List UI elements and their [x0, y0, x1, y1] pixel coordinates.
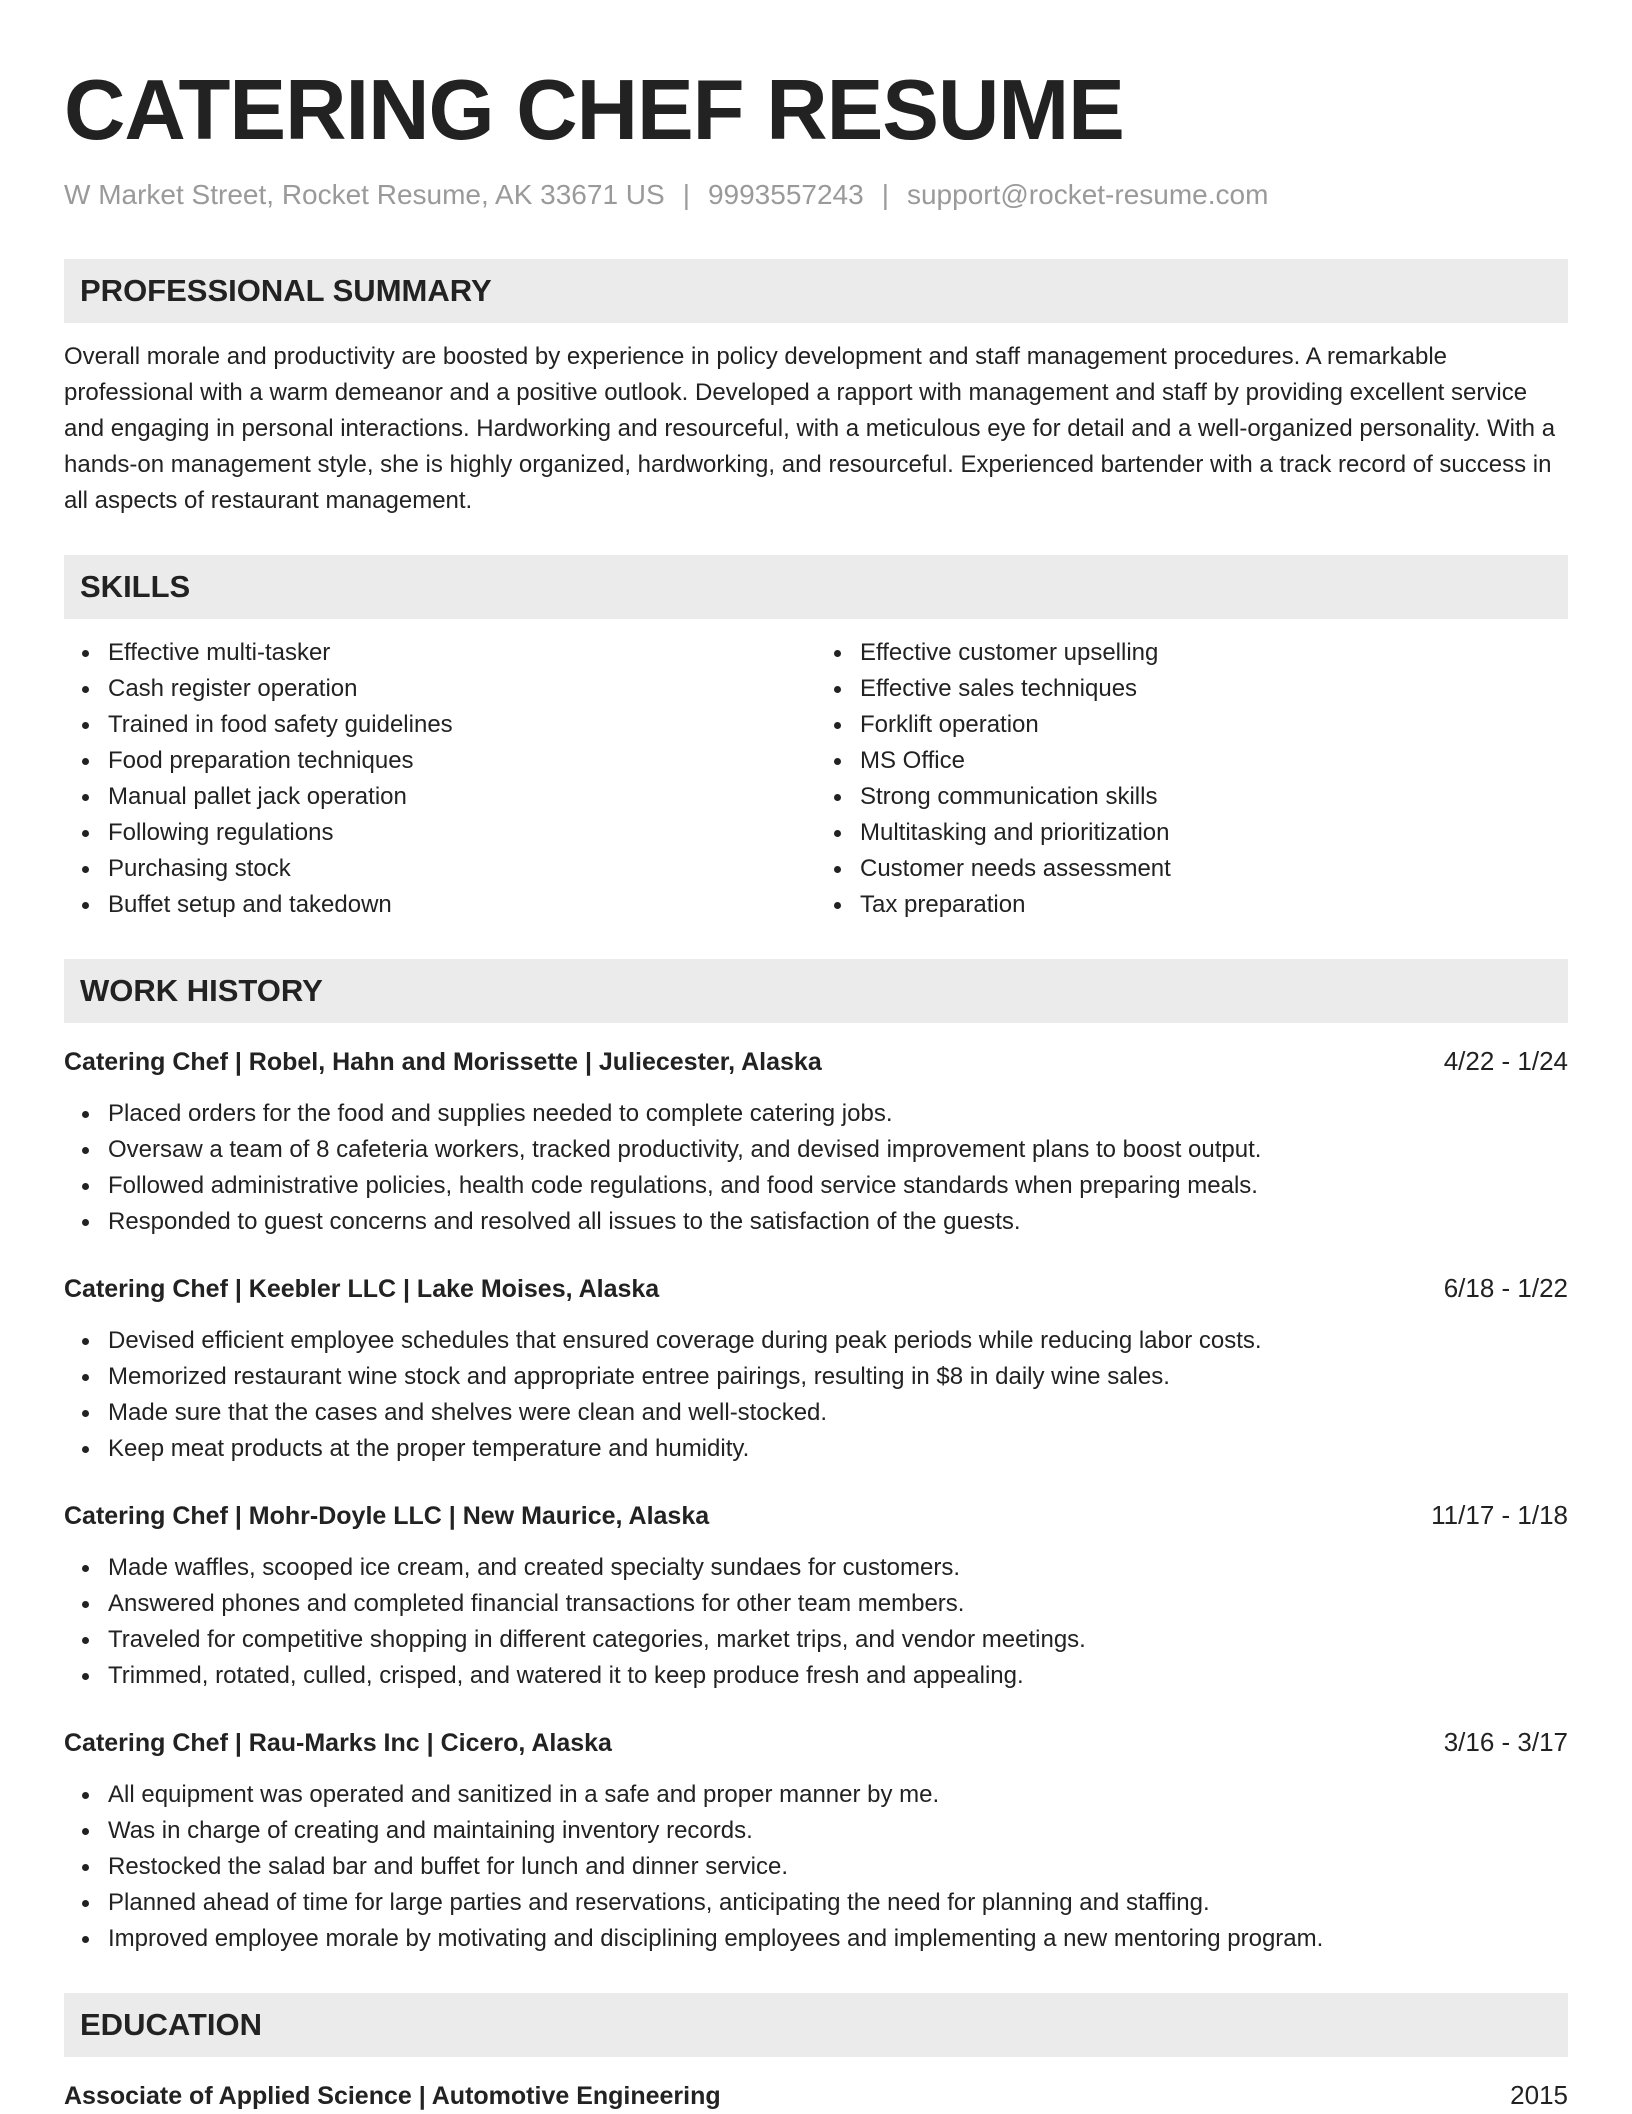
section-heading-summary: PROFESSIONAL SUMMARY — [64, 259, 1568, 323]
list-item: Multitasking and prioritization — [860, 815, 1568, 851]
list-item: Customer needs assessment — [860, 851, 1568, 887]
work-history-list — [64, 1043, 1568, 1957]
resume-title: CATERING CHEF RESUME — [64, 63, 1124, 158]
section-heading-education: EDUCATION — [64, 1993, 1568, 2057]
job-title: Catering Chef | Mohr-Doyle LLC | New Maurice, Alaska — [64, 1502, 710, 1530]
list-item: Oversaw a team of 8 cafeteria workers, tracked productivity, and devised improvement plans to boost output. — [108, 1132, 1568, 1168]
job-header — [64, 1724, 1568, 1761]
skills-list-right — [816, 635, 1568, 923]
list-item: Food preparation techniques — [108, 743, 816, 779]
list-item: Effective sales techniques — [860, 671, 1568, 707]
list-item: Planned ahead of time for large parties and reservations, anticipating the need for planning and staffing. — [108, 1885, 1568, 1921]
list-item: Made waffles, scooped ice cream, and created specialty sundaes for customers. — [108, 1550, 1568, 1586]
section-heading-work: WORK HISTORY — [64, 959, 1568, 1023]
list-item: Was in charge of creating and maintaining inventory records. — [108, 1813, 1568, 1849]
job-bullets — [64, 1777, 1568, 1957]
list-item: Keep meat products at the proper temperature and humidity. — [108, 1431, 1568, 1467]
list-item: Purchasing stock — [108, 851, 816, 887]
list-item: Trimmed, rotated, culled, crisped, and watered it to keep produce fresh and appealing. — [108, 1658, 1568, 1694]
list-item: Strong communication skills — [860, 779, 1568, 815]
contact-line — [64, 179, 1568, 211]
list-item: Placed orders for the food and supplies needed to complete catering jobs. — [108, 1096, 1568, 1132]
list-item: Forklift operation — [860, 707, 1568, 743]
list-item: Traveled for competitive shopping in different categories, market trips, and vendor meetings. — [108, 1622, 1568, 1658]
list-item: Restocked the salad bar and buffet for lunch and dinner service. — [108, 1849, 1568, 1885]
contact-phone: 9993557243 — [707, 179, 864, 210]
summary-text: Overall morale and productivity are boosted by experience in policy development and staff management procedures. A remarkable professional with a warm demeanor and a positive outlook. Developed a rapport with management and staff by providing excellent service and engaging in personal interactions. Hardworking and resourceful, with a meticulous eye for detail and a well-organized personality. With a hands-on management style, she is highly organized, hardworking, and resourceful. Experienced bartender with a track record of success in all aspects of restaurant management. — [64, 343, 1556, 514]
job-title: Catering Chef | Robel, Hahn and Morissette | Juliecester, Alaska — [64, 1048, 822, 1076]
list-item: Responded to guest concerns and resolved all issues to the satisfaction of the guests. — [108, 1204, 1568, 1240]
job-entry — [64, 1043, 1568, 1240]
job-dates: 3/16 - 3/17 — [1443, 1727, 1568, 1757]
job-bullets — [64, 1096, 1568, 1240]
list-item: MS Office — [860, 743, 1568, 779]
section-heading-skills: SKILLS — [64, 555, 1568, 619]
job-bullets — [64, 1323, 1568, 1467]
contact-email: support@rocket-resume.com — [906, 179, 1269, 210]
list-item: Effective customer upselling — [860, 635, 1568, 671]
job-entry — [64, 1724, 1568, 1957]
list-item: Devised efficient employee schedules that ensured coverage during peak periods while reducing labor costs. — [108, 1323, 1568, 1359]
contact-address: W Market Street, Rocket Resume, AK 33671 US — [64, 179, 665, 210]
list-item: Buffet setup and takedown — [108, 887, 816, 923]
job-entry — [64, 1270, 1568, 1467]
education-entry — [64, 2077, 1568, 2114]
job-title: Catering Chef | Keebler LLC | Lake Moises, Alaska — [64, 1275, 660, 1303]
job-dates: 11/17 - 1/18 — [1431, 1500, 1568, 1530]
contact-separator: | — [881, 179, 889, 210]
education-year: 2015 — [1510, 2080, 1568, 2110]
job-entry — [64, 1497, 1568, 1694]
job-header — [64, 1043, 1568, 1080]
education-degree: Associate of Applied Science | Automotive Engineering — [64, 2082, 721, 2110]
list-item: Trained in food safety guidelines — [108, 707, 816, 743]
job-title: Catering Chef | Rau-Marks Inc | Cicero, Alaska — [64, 1729, 612, 1757]
list-item: Answered phones and completed financial transactions for other team members. — [108, 1586, 1568, 1622]
skills-columns — [64, 635, 1568, 923]
job-header — [64, 1497, 1568, 1534]
list-item: Memorized restaurant wine stock and appropriate entree pairings, resulting in $8 in daily wine sales. — [108, 1359, 1568, 1395]
job-dates: 6/18 - 1/22 — [1443, 1273, 1568, 1303]
list-item: All equipment was operated and sanitized in a safe and proper manner by me. — [108, 1777, 1568, 1813]
list-item: Following regulations — [108, 815, 816, 851]
job-header — [64, 1270, 1568, 1307]
job-bullets — [64, 1550, 1568, 1694]
list-item: Followed administrative policies, health code regulations, and food service standards when preparing meals. — [108, 1168, 1568, 1204]
job-dates: 4/22 - 1/24 — [1443, 1046, 1568, 1076]
list-item: Cash register operation — [108, 671, 816, 707]
list-item: Effective multi-tasker — [108, 635, 816, 671]
list-item: Made sure that the cases and shelves were clean and well-stocked. — [108, 1395, 1568, 1431]
list-item: Manual pallet jack operation — [108, 779, 816, 815]
skills-list-left — [64, 635, 816, 923]
list-item: Tax preparation — [860, 887, 1568, 923]
contact-separator: | — [682, 179, 690, 210]
list-item: Improved employee morale by motivating and disciplining employees and implementing a new mentoring program. — [108, 1921, 1568, 1957]
